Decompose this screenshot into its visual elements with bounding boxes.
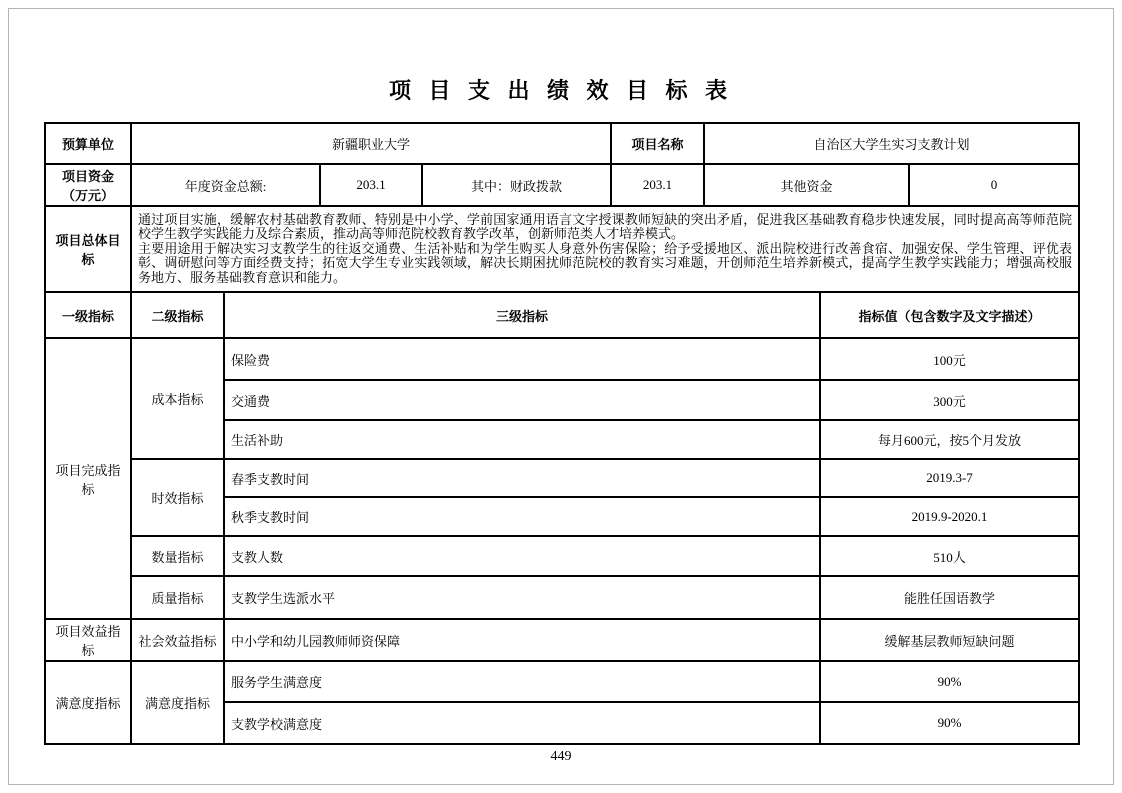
project-funds-label: 项目资金（万元）: [45, 164, 131, 206]
level3-insurance-fee: 保险费: [224, 338, 820, 380]
level3-student-selection-level: 支教学生选派水平: [224, 576, 820, 619]
header-level1: 一级指标: [45, 292, 131, 338]
level3-student-satisfaction: 服务学生满意度: [224, 661, 820, 702]
header-value: 指标值（包含数字及文字描述）: [820, 292, 1079, 338]
document-title: 项 目 支 出 绩 效 目 标 表: [388, 78, 733, 103]
fiscal-allocation-value: 203.1: [611, 164, 704, 206]
level3-teaching-headcount: 支教人数: [224, 536, 820, 576]
level3-autumn-teaching-time: 秋季支教时间: [224, 497, 820, 536]
header-level3: 三级指标: [224, 292, 820, 338]
value-student-satisfaction: 90%: [820, 661, 1079, 702]
value-school-satisfaction: 90%: [820, 702, 1079, 744]
page-number: 449: [550, 749, 572, 764]
performance-target-table: [44, 122, 1080, 745]
other-funds-value: 0: [909, 164, 1079, 206]
level2-timeliness: 时效指标: [131, 459, 224, 536]
value-spring-teaching-time: 2019.3-7: [820, 459, 1079, 497]
other-funds-label: 其他资金: [704, 164, 909, 206]
level3-teacher-guarantee: 中小学和幼儿园教师师资保障: [224, 619, 820, 661]
budget-unit-value: 新疆职业大学: [131, 123, 611, 164]
level2-satisfaction: 满意度指标: [131, 661, 224, 744]
overall-goal-paragraph-1: 通过项目实施，缓解农村基础教育教师、特别是中小学、学前国家通用语言文字授课教师短缺的突出矛盾，促进我区基础教育稳步快速发展，同时提高高等师范院校学生教学实践能力及综合素质，推动高等师范院校教育教学改革，创新师范类人才培养模式。: [138, 211, 1073, 242]
level2-cost: 成本指标: [131, 338, 224, 459]
header-level2: 二级指标: [131, 292, 224, 338]
value-living-allowance: 每月600元，按5个月发放: [820, 420, 1079, 459]
level3-living-allowance: 生活补助: [224, 420, 820, 459]
level3-spring-teaching-time: 春季支教时间: [224, 459, 820, 497]
level3-transport-fee: 交通费: [224, 380, 820, 420]
fiscal-allocation-label: 其中：财政拨款: [422, 164, 611, 206]
value-autumn-teaching-time: 2019.9-2020.1: [820, 497, 1079, 536]
level2-quantity: 数量指标: [131, 536, 224, 576]
level3-school-satisfaction: 支教学校满意度: [224, 702, 820, 744]
value-insurance-fee: 100元: [820, 338, 1079, 380]
level2-social-benefit: 社会效益指标: [131, 619, 224, 661]
annual-total-value: 203.1: [320, 164, 422, 206]
level1-project-benefit: 项目效益指标: [45, 619, 131, 661]
value-transport-fee: 300元: [820, 380, 1079, 420]
overall-goal-text: [131, 206, 1079, 292]
project-name-label: 项目名称: [611, 123, 704, 164]
overall-goal-label: 项目总体目标: [45, 206, 131, 292]
level2-quality: 质量指标: [131, 576, 224, 619]
value-student-selection-level: 能胜任国语教学: [820, 576, 1079, 619]
level1-project-completion: 项目完成指标: [45, 338, 131, 619]
project-name-value: 自治区大学生实习支教计划: [704, 123, 1079, 164]
value-teaching-headcount: 510人: [820, 536, 1079, 576]
level1-satisfaction: 满意度指标: [45, 661, 131, 744]
annual-total-label: 年度资金总额:: [131, 164, 320, 206]
overall-goal-paragraph-2: 主要用途用于解决实习支教学生的往返交通费、生活补贴和为学生购买人身意外伤害保险；给予受援地区、派出院校进行改善食宿、加强安保、学生管理、评优表彰、调研慰问等方面经费支持；拓宽大学生专业实践领域，解决长期困扰师范院校的教育实习难题，开创师范生培养新模式，提高学生教学实践能力；增强高校服务地方、服务基础教育意识和能力。: [138, 240, 1073, 285]
budget-unit-label: 预算单位: [45, 123, 131, 164]
value-teacher-guarantee: 缓解基层教师短缺问题: [820, 619, 1079, 661]
